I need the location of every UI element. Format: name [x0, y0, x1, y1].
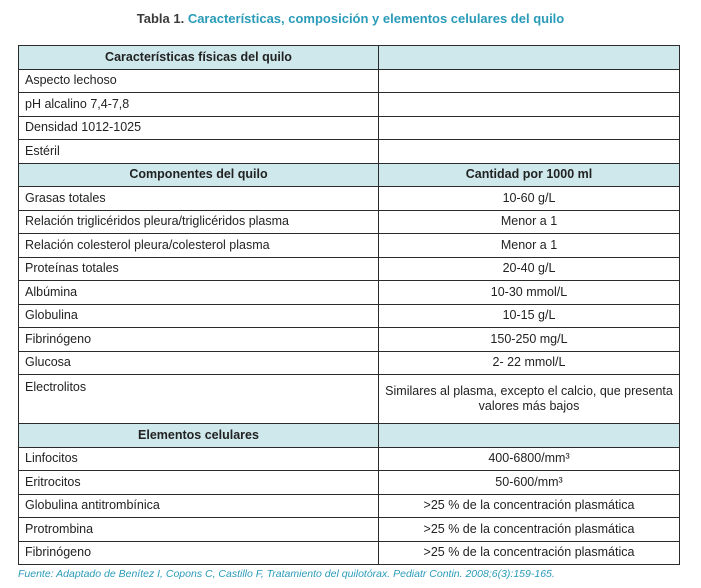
table-caption	[0, 11, 701, 26]
row-value: 10-30 mmol/L	[379, 281, 680, 305]
table-row	[19, 518, 680, 542]
row-label: Proteínas totales	[19, 257, 379, 281]
row-value: >25 % de la concentración plasmática	[379, 494, 680, 518]
row-label: Fibrinógeno	[19, 541, 379, 565]
row-value: >25 % de la concentración plasmática	[379, 518, 680, 542]
row-value: 20-40 g/L	[379, 257, 680, 281]
row-label: Albúmina	[19, 281, 379, 305]
caption-title: Características, composición y elementos celulares del quilo	[187, 11, 565, 26]
row-label: Glucosa	[19, 351, 379, 375]
table-row	[19, 93, 680, 117]
table-row	[19, 471, 680, 495]
row-value	[379, 116, 680, 140]
caption-prefix: Tabla 1.	[136, 11, 185, 26]
row-value: 2- 22 mmol/L	[379, 351, 680, 375]
section-header-row	[19, 424, 680, 448]
section-header-value	[379, 46, 680, 70]
row-value: Similares al plasma, excepto el calcio, que presenta valores más bajos	[379, 375, 680, 424]
table-row	[19, 140, 680, 164]
table-row	[19, 234, 680, 258]
table-row	[19, 541, 680, 565]
row-value: 50-600/mm³	[379, 471, 680, 495]
table-row	[19, 304, 680, 328]
table-row	[19, 494, 680, 518]
row-value: >25 % de la concentración plasmática	[379, 541, 680, 565]
row-label: Globulina antitrombínica	[19, 494, 379, 518]
row-value	[379, 69, 680, 93]
row-label: Estéril	[19, 140, 379, 164]
row-label: Fibrinógeno	[19, 328, 379, 352]
row-value	[379, 93, 680, 117]
section-header-row	[19, 46, 680, 70]
row-label: Densidad 1012-1025	[19, 116, 379, 140]
row-label: Relación colesterol pleura/colesterol plasma	[19, 234, 379, 258]
section-header-value: Cantidad por 1000 ml	[379, 163, 680, 187]
row-value: Menor a 1	[379, 210, 680, 234]
table-row	[19, 447, 680, 471]
row-label: Aspecto lechoso	[19, 69, 379, 93]
table-row	[19, 210, 680, 234]
section-header-value	[379, 424, 680, 448]
table-row	[19, 257, 680, 281]
table-row	[19, 187, 680, 211]
chyle-table	[18, 45, 680, 565]
row-value: 150-250 mg/L	[379, 328, 680, 352]
row-label: Relación triglicéridos pleura/triglicéridos plasma	[19, 210, 379, 234]
row-value: Menor a 1	[379, 234, 680, 258]
section-header-label: Componentes del quilo	[19, 163, 379, 187]
row-label: Grasas totales	[19, 187, 379, 211]
row-label: Protrombina	[19, 518, 379, 542]
table-row	[19, 351, 680, 375]
table-row	[19, 328, 680, 352]
section-header-row	[19, 163, 680, 187]
table-body	[19, 46, 680, 565]
table-row	[19, 69, 680, 93]
row-label: Linfocitos	[19, 447, 379, 471]
table-row	[19, 281, 680, 305]
row-value: 10-60 g/L	[379, 187, 680, 211]
table-row	[19, 375, 680, 424]
section-header-label: Elementos celulares	[19, 424, 379, 448]
source-note: Fuente: Adaptado de Benítez I, Copons C, Castillo F, Tratamiento del quilotórax. Pediatr Contin. 2008;6(3):159-165.	[18, 568, 555, 580]
row-label: Eritrocitos	[19, 471, 379, 495]
row-value: 400-6800/mm³	[379, 447, 680, 471]
section-header-label: Características físicas del quilo	[19, 46, 379, 70]
row-value	[379, 140, 680, 164]
table-row	[19, 116, 680, 140]
row-label: Electrolitos	[19, 375, 379, 424]
row-value: 10-15 g/L	[379, 304, 680, 328]
row-label: pH alcalino 7,4-7,8	[19, 93, 379, 117]
row-label: Globulina	[19, 304, 379, 328]
